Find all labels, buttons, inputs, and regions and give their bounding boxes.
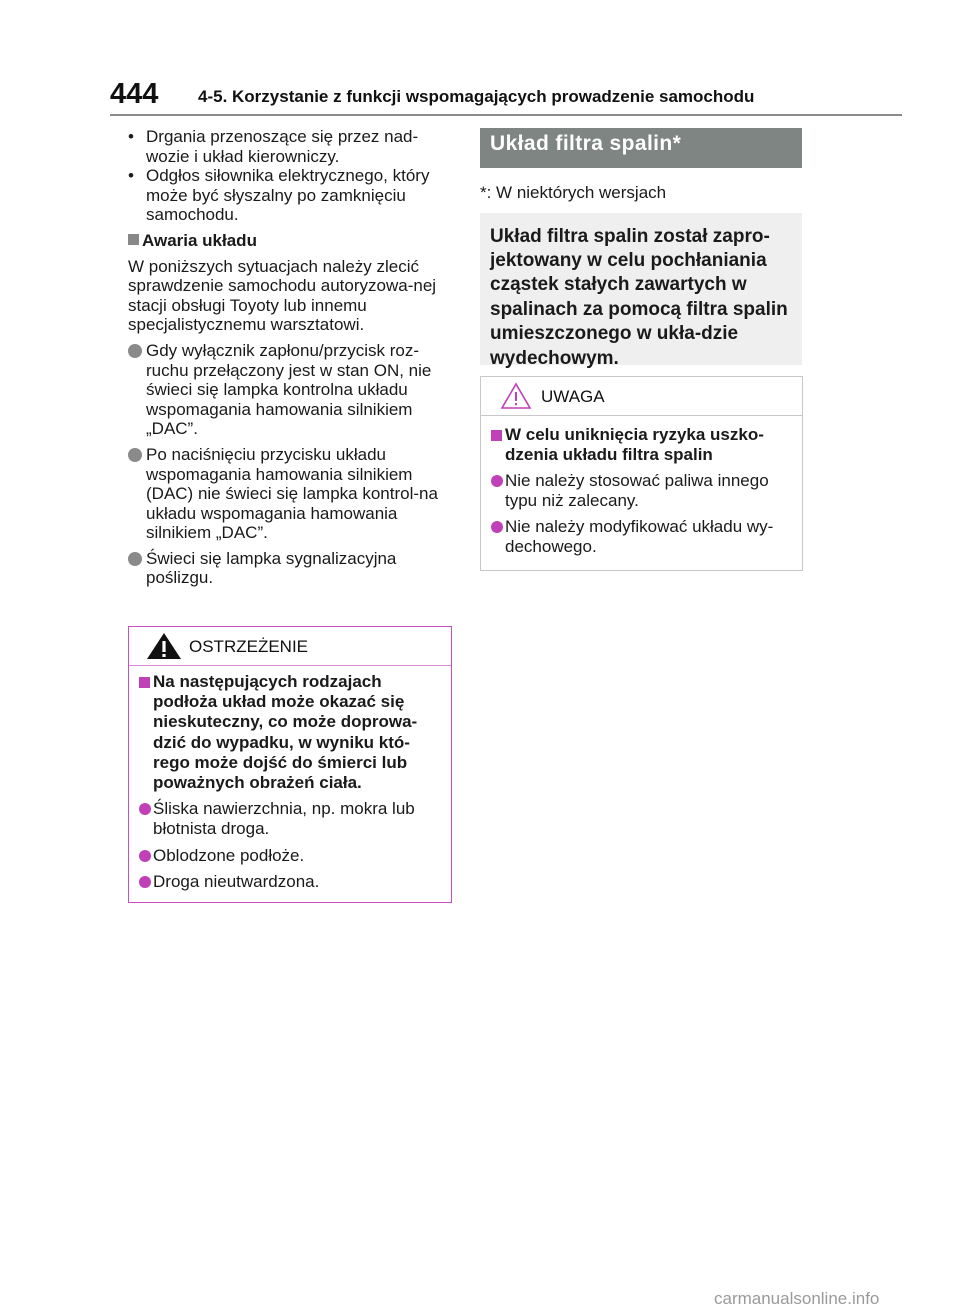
- caution-triangle-outline-icon: [500, 382, 532, 410]
- notice-header: [481, 377, 802, 416]
- list-item: [128, 445, 453, 543]
- notice-body: [481, 416, 802, 557]
- list-item: [128, 549, 453, 588]
- watermark: carmanualsonline.info: [714, 1289, 880, 1308]
- list-item: [139, 799, 441, 839]
- bullet-dot-icon: •: [128, 166, 134, 186]
- right-column: [480, 128, 802, 369]
- bullet-text: Odgłos siłownika elektrycznego, który może być słyszalny po zamknięciu samochodu.: [146, 166, 430, 225]
- warning-body: [129, 666, 451, 892]
- footnote: *: W niektórych wersjach: [480, 183, 667, 202]
- item-text: Gdy wyłącznik zapłonu/przycisk roz-ruchu przełączony jest w stan ON, nie świeci się lampka kontrolna układu wspomagania hamowania silnikiem „DAC”.: [146, 340, 432, 439]
- list-item: [139, 872, 441, 892]
- banner-title: Układ filtra spalin*: [490, 132, 682, 155]
- bullet-dot-icon: •: [128, 127, 134, 146]
- circle-bullet-icon: [139, 850, 151, 862]
- square-bullet-icon: [128, 234, 139, 245]
- circle-bullet-icon: [128, 344, 142, 358]
- item-text: Śliska nawierzchnia, np. mokra lub błotnista droga.: [153, 799, 415, 839]
- circle-bullet-icon: [128, 552, 142, 566]
- notice-title: [491, 425, 792, 465]
- warning-label: OSTRZEŻENIE: [189, 637, 309, 656]
- warning-header: [129, 627, 451, 666]
- circle-bullet-icon: [128, 448, 142, 462]
- notice-box: [480, 376, 803, 571]
- notice-title-text: W celu uniknięcia ryzyka uszko-dzenia układu filtra spalin: [505, 425, 764, 464]
- item-text: Nie należy stosować paliwa innego typu niż zalecany.: [505, 471, 769, 510]
- circle-bullet-icon: [139, 876, 151, 888]
- item-text: Nie należy modyfikować układu wy-dechowego.: [505, 517, 774, 556]
- failure-paragraph: W poniższych sytuacjach należy zlecić sprawdzenie samochodu autoryzowa-nej stacji obsługi Toyoty lub innemu specjalistycznemu warsztatowi.: [128, 256, 437, 335]
- list-item: [128, 166, 453, 225]
- warning-title: [139, 672, 441, 793]
- list-item: [128, 127, 453, 166]
- square-bullet-icon: [491, 430, 502, 441]
- list-item: [491, 517, 792, 557]
- list-item: [128, 341, 453, 439]
- warning-box: [128, 626, 452, 903]
- item-text: Droga nieutwardzona.: [153, 871, 320, 891]
- item-text: Po naciśnięciu przycisku układu wspomagania hamowania silnikiem (DAC) nie świeci się lampka kontrol-na układu wspomagania hamowania silnikiem „DAC”.: [146, 444, 438, 543]
- left-column: [128, 127, 453, 588]
- circle-bullet-icon: [491, 475, 503, 487]
- list-item: [139, 846, 441, 866]
- square-bullet-icon: [139, 677, 150, 688]
- section-title: 4-5. Korzystanie z funkcji wspomagających prowadzenie samochodu: [198, 87, 755, 106]
- section-banner: [480, 128, 802, 168]
- circle-bullet-icon: [139, 803, 151, 815]
- list-item: [491, 471, 792, 511]
- header-rule: [110, 114, 902, 116]
- failure-heading: [128, 231, 453, 251]
- warning-triangle-icon: [146, 632, 182, 660]
- item-text: Świeci się lampka sygnalizacyjna poślizgu.: [146, 548, 397, 588]
- intro-text: Układ filtra spalin został zapro-jektowany w celu pochłaniania cząstek stałych zawartych w spalinach za pomocą filtra spalin umieszczonego w ukła-dzie wydechowym.: [490, 225, 788, 369]
- bullet-text: Drgania przenoszące się przez nad-wozie i układ kierowniczy.: [146, 127, 419, 166]
- header-bar: [110, 78, 900, 118]
- circle-bullet-icon: [491, 521, 503, 533]
- failure-heading-text: Awaria układu: [142, 230, 257, 250]
- warning-title-text: Na następujących rodzajach podłoża układ może okazać się nieskuteczny, co może doprowa-dzić do wypadku, w wyniku któ-rego może dojść do śmierci lub poważnych obrażeń ciała.: [153, 672, 418, 793]
- item-text: Oblodzone podłoże.: [153, 845, 305, 865]
- intro-box: [480, 213, 802, 369]
- page-number: 444: [110, 78, 159, 110]
- notice-label: UWAGA: [541, 387, 605, 406]
